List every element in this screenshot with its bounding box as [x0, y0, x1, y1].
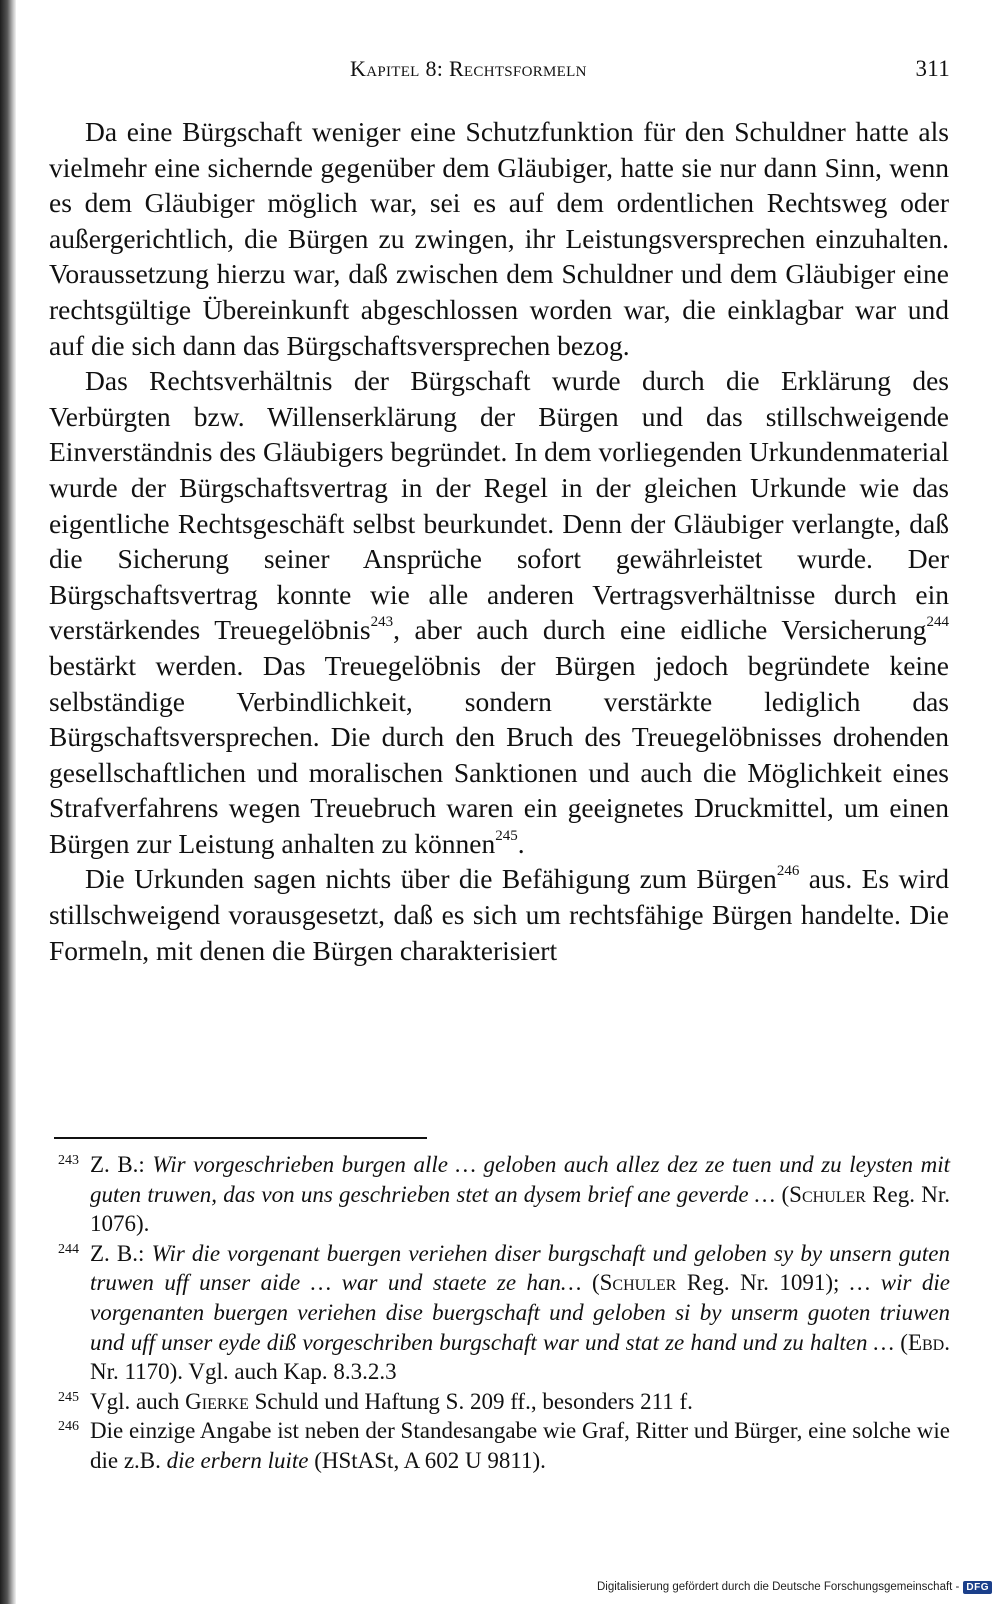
footnote-number: 245: [58, 1389, 79, 1405]
footnote-text: Die einzige Angabe ist neben der Standesangabe wie Graf, Ritter und Bürger, eine solche wie die z.B.: [90, 1418, 950, 1473]
footnote-ref-243: 243: [370, 614, 394, 631]
footnote-text: Reg. Nr. 1091);: [676, 1270, 850, 1296]
footnote-246: [54, 1416, 950, 1475]
chapter-title: Kapitel 8: Rechtsformeln: [350, 56, 587, 81]
running-header: [350, 56, 950, 88]
footnote-ref-244: 244: [926, 614, 949, 631]
footnote-ref-245: 245: [495, 827, 518, 844]
footnote-ref-246: 246: [776, 863, 800, 880]
paragraph-3: [49, 861, 949, 968]
footnote-quote: Wir vorgeschrieben burgen alle … geloben auch allez dez ze tuen und zu leysten mit guten truwen, das von uns geschrieben stet an dysem brief ane geverde …: [90, 1152, 950, 1207]
footnote-author: Ebd.: [907, 1329, 950, 1355]
footnote-author: Schuler: [599, 1270, 677, 1296]
paragraph-1-text: Da eine Bürgschaft weniger eine Schutzfunktion für den Schuldner hatte als vielmehr eine sichernde gegenüber dem Gläubiger, hatte sie nur dann Sinn, wenn es dem Gläubiger möglich war, sei es auf dem ordentlichen Rechtsweg oder außergerichtlich, die Bürgen zu zwingen, ihr Leistungsversprechen einzuhalten. Voraussetzung hierzu war, daß zwischen dem Schuldner und dem Gläubiger eine rechtsgültige Übereinkunft abgeschlossen worden war, die einklagbar war und auf die sich dann das Bürgschaftsversprechen bezog.: [49, 116, 949, 361]
footnote-text: (: [894, 1329, 908, 1355]
main-text: [49, 114, 949, 968]
footnote-text: Z. B.:: [90, 1240, 152, 1266]
footnote-quote: Wir die vorgenant buergen veriehen diser burgschaft und geloben sy by unsern guten truwen uff unser aide … war und staete ze han…: [90, 1240, 951, 1296]
footnote-separator: [54, 1137, 427, 1139]
dfg-logo: DFG: [963, 1581, 992, 1594]
paragraph-2-text-c: bestärkt werden. Das Treuegelöbnis der Bürgen jedoch begründete keine selbständige Verbindlichkeit, sondern verstärkte lediglich das Bürgschaftsversprechen. Die durch den Bruch des Treuegelöbnisses drohenden gesellschaftlichen und moralischen Sanktionen und auch die Möglichkeit eines Strafverfahrens wegen Treuebruch waren ein geeignetes Druckmittel, um einen Bürgen zur Leistung anhalten zu können: [49, 649, 949, 859]
footnote-245: [54, 1387, 950, 1417]
footnote-text: Vgl. auch: [90, 1388, 186, 1414]
footnote-244: [54, 1239, 950, 1387]
footnote-text: Z. B.:: [90, 1152, 153, 1177]
footnote-number: 243: [58, 1153, 79, 1168]
footnote-text: (HStASt, A 602 U 9811).: [308, 1447, 546, 1473]
footnotes: [54, 1150, 950, 1476]
footnote-text: (: [775, 1181, 790, 1207]
digitization-credit: [597, 1578, 992, 1596]
footnote-quote: die erbern luite: [166, 1447, 309, 1473]
book-spine-shadow: [0, 0, 16, 1604]
footnote-243: [54, 1150, 950, 1239]
footnote-text: (: [581, 1270, 600, 1296]
footnote-quote: … wir die vorgenanten buergen veriehen dise buergschaft und geloben si by unserm guoten triuwen und uff unser eyde diß vorgeschriben burgschaft war und stat ze hand und zu halten …: [90, 1270, 950, 1355]
paragraph-2-text-b: , aber auch durch eine eidliche Versicherung: [393, 614, 927, 646]
footnote-author: Schuler: [789, 1181, 866, 1207]
footnote-number: 244: [58, 1241, 79, 1257]
footnote-text: Reg. Nr. 1076).: [90, 1181, 950, 1237]
page-number: 311: [915, 56, 950, 81]
footnote-text: Nr. 1170). Vgl. auch Kap. 8.3.2.3: [90, 1359, 397, 1385]
paragraph-2: [49, 363, 949, 861]
paragraph-1: [49, 114, 949, 363]
footnote-author: Gierke: [185, 1388, 249, 1414]
footnote-text: Schuld und Haftung S. 209 ff., besonders 211 f.: [248, 1388, 693, 1414]
paragraph-2-text-d: .: [517, 827, 525, 859]
paragraph-3-text-a: Die Urkunden sagen nichts über die Befähigung zum Bürgen: [85, 863, 777, 895]
credit-text: Digitalisierung gefördert durch die Deutsche Forschungsgemeinschaft -: [596, 1581, 960, 1593]
paragraph-3-text-b: aus. Es wird stillschweigend vorausgesetzt, daß es sich um rechtsfähige Bürgen handelte. Die Formeln, mit denen die Bürgen charakterisiert: [49, 863, 949, 966]
footnote-number: 246: [58, 1419, 79, 1435]
paragraph-2-text-a: Das Rechtsverhältnis der Bürgschaft wurde durch die Erklärung des Verbürgten bzw. Willenserklärung der Bürgen und das stillschweigende Einverständnis des Gläubigers begründet. In dem vorliegenden Urkundenmaterial wurde der Bürgschaftsvertrag in der Regel in der gleichen Urkunde wie das eigentliche Rechtsgeschäft selbst beurkundet. Denn der Gläubiger verlangte, daß die Sicherung seiner Ansprüche sofort gewährleistet wurde. Der Bürgschaftsvertrag konnte wie alle anderen Vertragsverhältnisse durch ein verstärkendes Treuegelöbnis: [49, 365, 949, 646]
